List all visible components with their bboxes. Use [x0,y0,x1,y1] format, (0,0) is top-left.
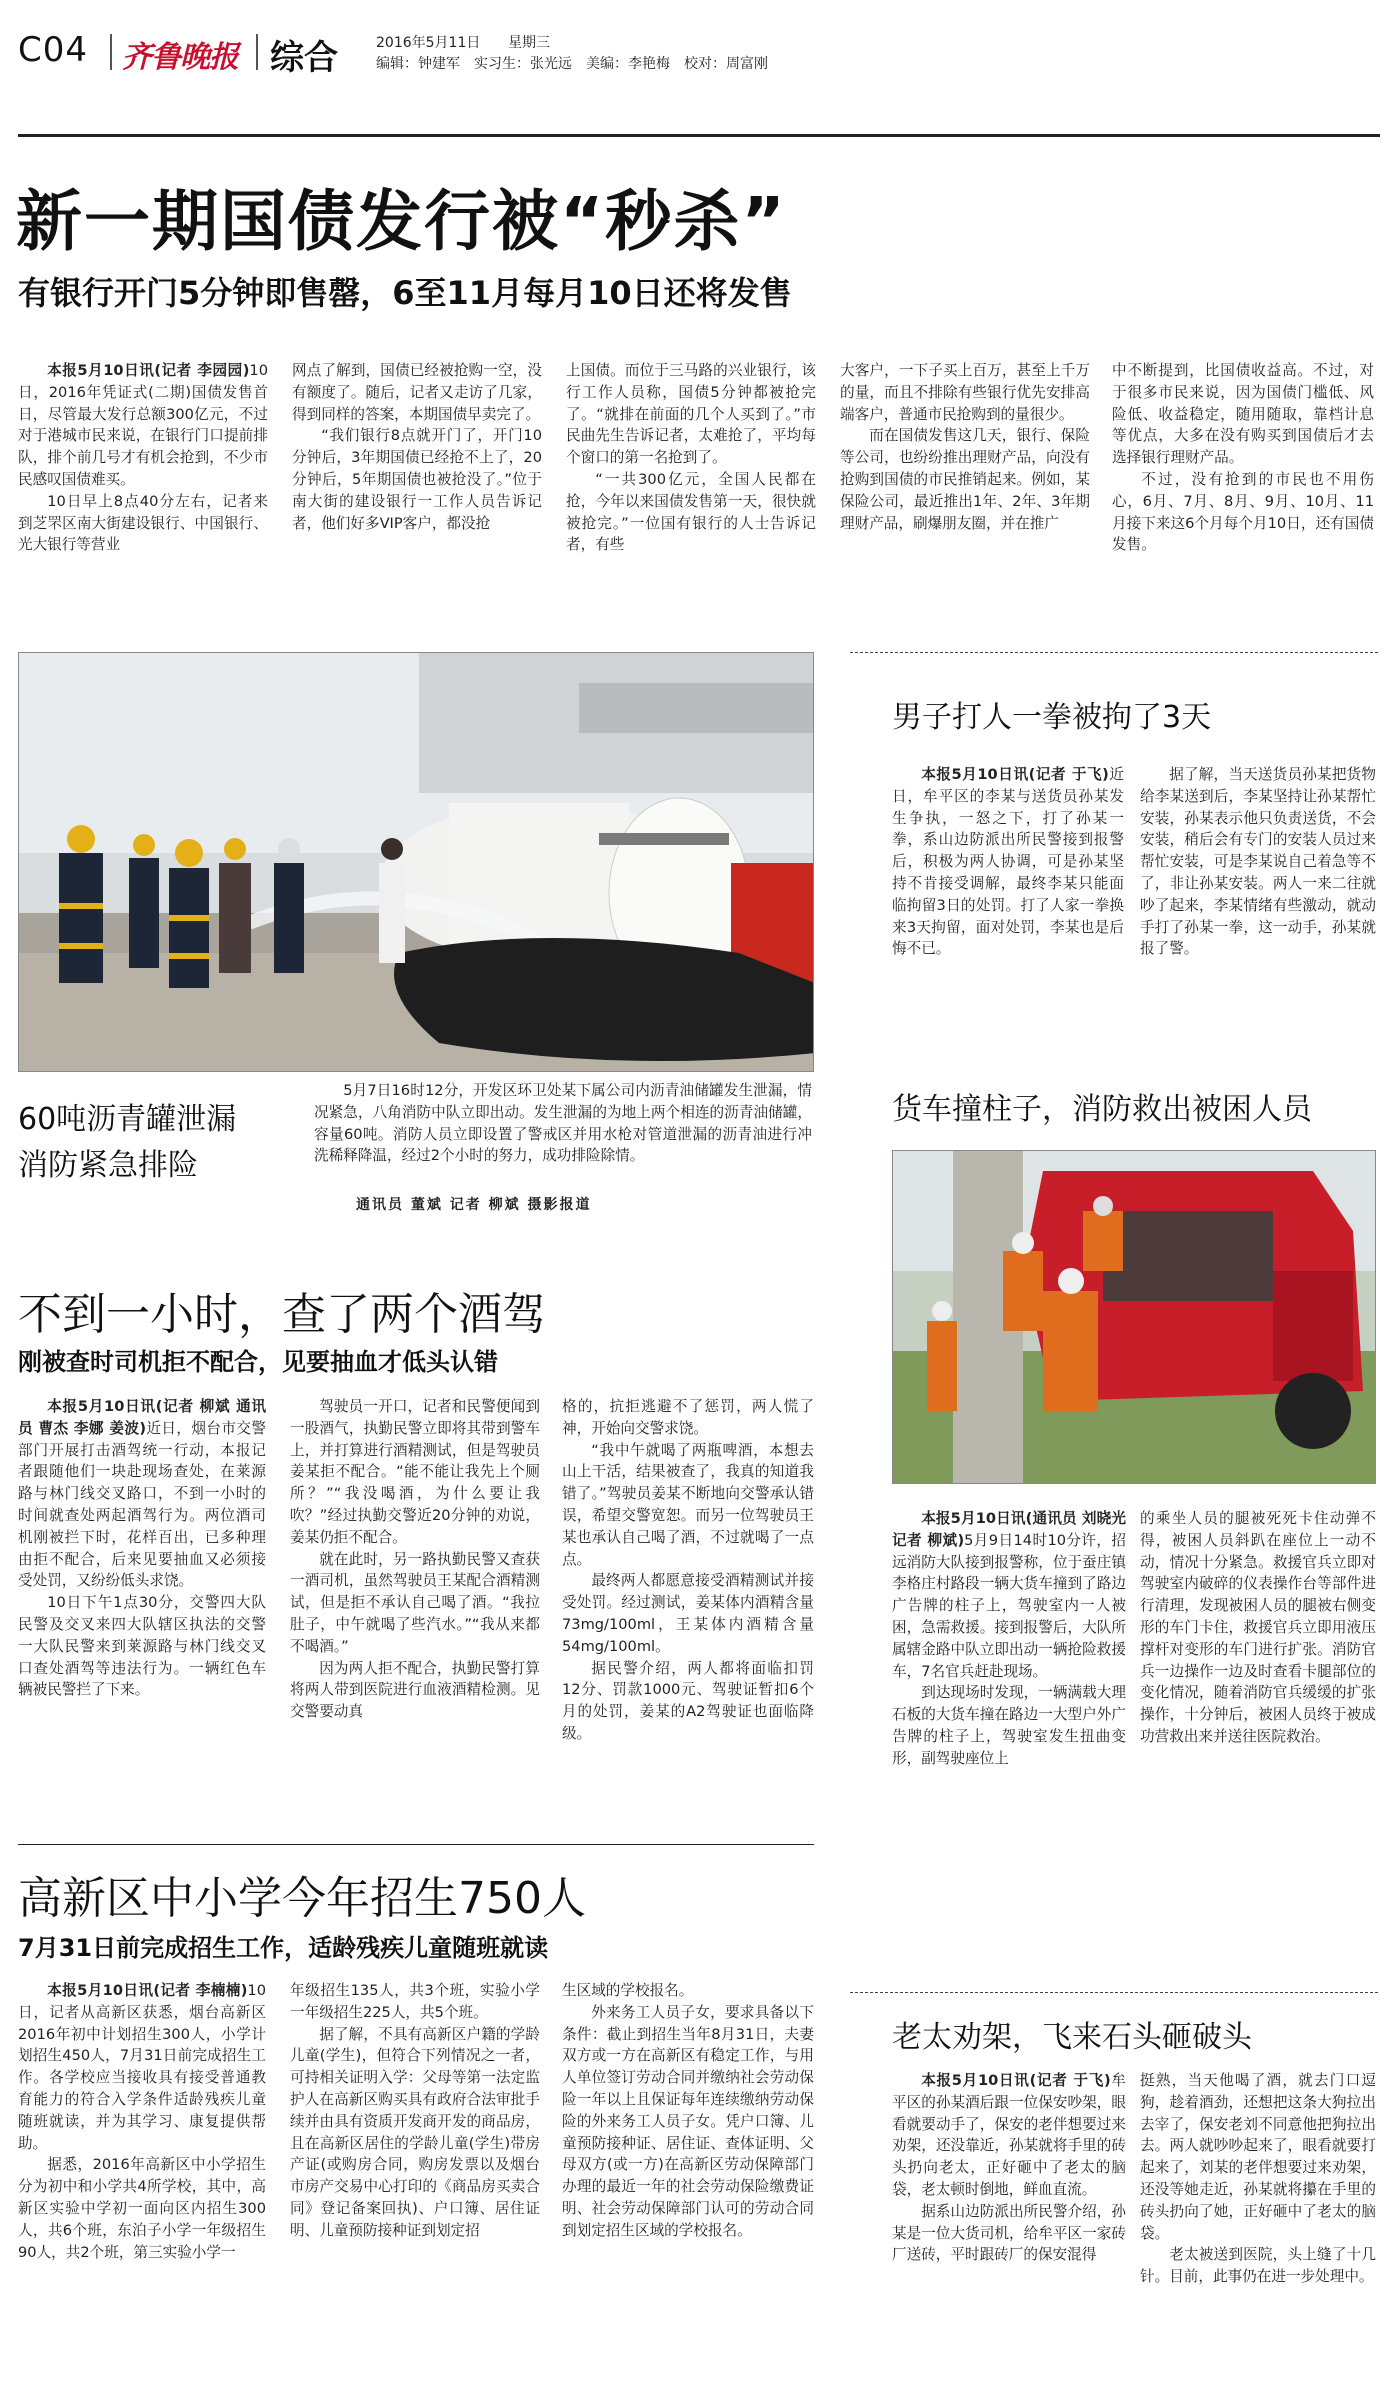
divider-dashed [850,1992,1378,1993]
story1-col3: 上国债。而位于三马路的兴业银行，该行工作人员称，国债5分钟都被抢完了。“就排在前面的几个人买到了。”市民曲先生告诉记者，太难抢了，平均每个窗口的第一名抢到了。 “一共300亿元，全国人民都在抢，今年以来国债发售第一天，很快就被抢完。”一位国有银行的人士告诉记者，有些 [566,362,816,554]
headline-asphalt-line2: 消防紧急排险 [18,1148,198,1183]
story5-col3: 格的，抗拒逃避不了惩罚，两人慌了神，开始向交警求饶。 “我中午就喝了两瓶啤酒，本想去山上干活，结果被查了，我真的知道我错了。”驾驶员姜某不断地向交警承认错误，希望交警宽恕。而另一位驾驶员王某也承认自己喝了酒，不过就喝了一点点。 最终两人都愿意接受酒精测试并接受处罚。经过测试，姜某体内酒精含量73mg/100ml，王某体内酒精含量54mg/100ml。 据民警介绍，两人都将面临扣罚12分、罚款1000元、驾驶证暂扣6个月的处罚，姜某的A2驾驶证也面临降级。 [562,1398,814,1742]
headline-enrollment: 高新区中小学今年招生750人 [18,1873,586,1924]
truck-rescue-scene [893,1151,1376,1484]
story7-col1: 本报5月10日讯(记者 于飞)牟平区的孙某酒后跟一位保安吵架，眼看就要动手了，保安的老伴想要过来劝架，还没靠近，孙某就将手里的砖头扔向老太，正好砸中了老太的脑袋，老太顿时倒地，鲜血直流。 据系山边防派出所民警介绍，孙某是一位大货司机，给牟平区一家砖厂送砖，平时跟砖厂的保安混得 [892,2072,1126,2264]
story6-col2: 年级招生135人，共3个班，实验小学一年级招生225人，共5个班。 据了解，不具有高新区户籍的学龄儿童(学生)，但符合下列情况之一者，可持相关证明入学：父母等第一法定监护人在高新区购买具有政府合法审批手续并由具有资质开发商开发的商品房，且在高新区居住的学龄儿童(学生)带房产证(或购房合同，购房发票以及烟台市房产交易中心打印的《商品房买卖合同》登记备案回执)、户口簿、居住证明、儿童预防接种证到划定招 [290,1982,540,2239]
headline-old-lady: 老太劝架，飞来石头砸破头 [892,2020,1252,2055]
section-rule [18,1844,814,1845]
story4-col2: 的乘坐人员的腿被死死卡住动弹不得，被困人员斜趴在座位上一动不动，情况十分紧急。救援官兵立即对驾驶室内破碎的仪表操作台等部件进行清理，发现被困人员的腿被右侧变形的车门卡住，救援官兵立即用液压撑杆对变形的车门进行扩张。消防官兵一边操作一边及时查看卡腿部位的变化情况，随着消防官兵缓缓的扩张操作，十分钟后，被困人员终于被成功营救出来并送往医院救治。 [1140,1510,1376,1745]
photo-asphalt-tank-firefighters [18,652,814,1072]
issue-weekday: 星期三 [508,35,550,51]
divider [110,34,112,70]
story1-col5: 中不断提到，比国债收益高。不过，对于很多市民来说，因为国债门槛低、风险低、收益稳定，随用随取，靠档计息等优点，大多在没有购买到国债后才去选择银行理财产品。 不过，没有抢到的市民也不用伤心，6月、7月、8月、9月、10月、11月接下来这6个月每个月10日，还有国债发售。 [1112,362,1374,554]
masthead [18,26,1378,76]
headline-drunk-driving: 不到一小时，查了两个酒驾 [18,1289,546,1340]
story5-col1: 本报5月10日讯(记者 柳斌 通讯员 曹杰 李娜 姜波)近日，烟台市交警部门开展打击酒驾统一行动，本报记者跟随他们一块赴现场查处，在莱源路与林门线交叉路口，不到一小时的时间就查处两起酒驾行为。两位酒司机刚被拦下时，花样百出，已多种理由拒不配合，后来见要抽血又必须接受处罚，又纷纷低头求饶。 10日下午1点30分，交警四大队民警及交叉来四大队辖区执法的交警一大队民警来到莱源路与林门线交叉口查处酒驾等违法行为。一辆红色车辆被民警拦了下来。 [18,1398,266,1699]
headline-truck: 货车撞柱子，消防救出被困人员 [892,1092,1312,1127]
story2-text: 5月7日16时12分，开发区环卫处某下属公司内沥青油储罐发生泄漏，情况紧急，八角消防中队立即出动。发生泄漏的为地上两个相连的沥青油储罐，容量60吨。消防人员立即设置了警戒区并用水枪对管道泄漏的沥青油进行冲洗稀释降温，经过2个小时的努力，成功排险除情。 [314,1082,812,1165]
headline-asphalt-line1: 60吨沥青罐泄漏 [18,1102,237,1137]
paper-logo: 齐鲁晚报 [122,40,238,75]
story7-col2: 挺熟，当天他喝了酒，就去门口逗狗，趁着酒劲，还想把这条大狗拉出去宰了，保安老刘不同意他把狗拉出去。两人就吵吵起来了，眼看就要打起来了，刘某的老伴想要过来劝架，还没等她走近，孙某就将攥在手里的砖头扔向了她，正好砸中了老太的脑袋。 老太被送到医院，头上缝了十几针。目前，此事仍在进一步处理中。 [1140,2072,1376,2286]
subheadline-bonds: 有银行开门5分钟即售罄，6至11月每月10日还将发售 [18,274,792,312]
divider-dashed [850,652,1378,653]
story1-col4: 大客户，一下子买上百万，甚至上千万的量，而且不排除有些银行优先安排高端客户，普通市民抢购到的量很少。 而在国债发售这几天，银行、保险等公司，也纷纷推出理财产品，向没有抢购到国债的市民推销起来。例如，某保险公司，最近推出1年、2年、3年期理财产品，刷爆朋友圈，并在推广 [840,362,1090,532]
headline-punch: 男子打人一拳被拘了3天 [892,700,1212,735]
story5-col2: 驾驶员一开口，记者和民警便闻到一股酒气，执勤民警立即将其带到警车上，并打算进行酒精测试，但是驾驶员姜某拒不配合。“能不能让我先上个厕所？”“我没喝酒，为什么要让我吹？”经过执勤交警近20分钟的劝说，姜某仍拒不配合。 就在此时，另一路执勤民警又查获一酒司机，虽然驾驶员王某配合酒精测试，但是拒不承认自己喝了酒。“我拉肚子，中午就喝了些汽水。”“我从来都不喝酒。” 因为两人拒不配合，执勤民警打算将两人带到医院进行血液酒精检测。见交警要动真 [290,1398,540,1721]
story6-col3: 生区域的学校报名。 外来务工人员子女，要求具备以下条件：截止到招生当年8月31日，夫妻双方或一方在高新区有稳定工作，与用人单位签订劳动合同并缴纳社会劳动保险一年以上且保证每年连续缴纳劳动保险的外来务工人员子女。凭户口簿、儿童预防接种证、居住证、查体证明、父母双方(或一方)在高新区劳动保障部门办理的最近一年的社会劳动保险缴费证明、社会劳动保障部门认可的劳动合同到划定招生区域的学校报名。 [562,1982,814,2239]
headline-bonds: 新一期国债发行被“秒杀” [16,183,787,260]
divider [256,34,258,70]
staff-line: 编辑：钟建军 实习生：张光远 美编：李艳梅 校对：周富刚 [376,56,768,72]
story6-col1: 本报5月10日讯(记者 李楠楠)10日，记者从高新区获悉，烟台高新区2016年初中计划招生300人，小学计划招生450人，7月31日前完成招生工作。各学校应当接收具有接受普通教育能力的符合入学条件适龄残疾儿童随班就读，并为其学习、康复提供帮助。 据悉，2016年高新区中小学招生分为初中和小学共4所学校，其中，高新区实验中学初一面向区内招生300人，共6个班，东泊子小学一年级招生90人，共2个班，第三实验小学一 [18,1982,266,2261]
subheadline-drunk-driving: 刚被查时司机拒不配合，见要抽血才低头认错 [18,1348,498,1376]
section-name: 综合 [270,38,338,78]
asphalt-tank-scene [19,653,814,1072]
story3-col1: 本报5月10日讯(记者 于飞)近日，牟平区的李某与送货员孙某发生争执，一怒之下，打了孙某一拳，系山边防派出所民警接到报警后，积极为两人协调，可是孙某坚持不肯接受调解，最终李某只能面临拘留3日的处罚。打了人家一拳换来3天拘留，面对处罚，李某也是后悔不已。 [892,766,1124,958]
story4-col1: 本报5月10日讯(通讯员 刘晓光 记者 柳斌)5月9日14时10分许，招远消防大队接到报警称，位于蚕庄镇李格庄村路段一辆大货车撞到了路边广告牌的柱子上，驾驶室内一人被困，急需救援。接到报警后，大队所属辖金路中队立即出动一辆抢险救援车，7名官兵赶赴现场。 到达现场时发现，一辆满载大理石板的大货车撞在路边一大型户外广告牌的柱子上，驾驶室发生扭曲变形，副驾驶座位上 [892,1510,1126,1767]
photo-truck-rescue [892,1150,1376,1484]
masthead-rule [18,134,1380,137]
subheadline-enrollment: 7月31日前完成招生工作，适龄残疾儿童随班就读 [18,1934,549,1962]
story1-col2: 网点了解到，国债已经被抢购一空，没有额度了。随后，记者又走访了几家，得到同样的答案，本期国债早卖完了。 “我们银行8点就开门了，开门10分钟后，3年期国债已经抢不上了，20分钟后，5年期国债也被抢没了。”位于南大街的建设银行一工作人员告诉记者，他们好多VIP客户，都没抢 [292,362,542,532]
story2-credit: 通讯员 董斌 记者 柳斌 摄影报道 [356,1197,592,1213]
page-number: C04 [18,30,89,70]
story3-col2: 据了解，当天送货员孙某把货物给李某送到后，李某坚持让孙某帮忙安装，孙某表示他只负责送货，不会安装，稍后会有专门的安装人员过来帮忙安装，可是李某说自己着急等不了，非让孙某安装。两人一来二往就吵了起来，李某情绪有些激动，就动手打了孙某一拳，这一动手，孙某就报了警。 [1140,766,1376,958]
story1-col1: 本报5月10日讯(记者 李园园)10日，2016年凭证式(二期)国债发售首日，尽管最大发行总额300亿元，不过对于港城市民来说，在银行门口提前排队，排个前几号才有机会抢到，不少市民感叹国债难买。 10日早上8点40分左右，记者来到芝罘区南大街建设银行、中国银行、光大银行等营业 [18,362,268,554]
issue-date: 2016年5月11日 [376,35,481,51]
